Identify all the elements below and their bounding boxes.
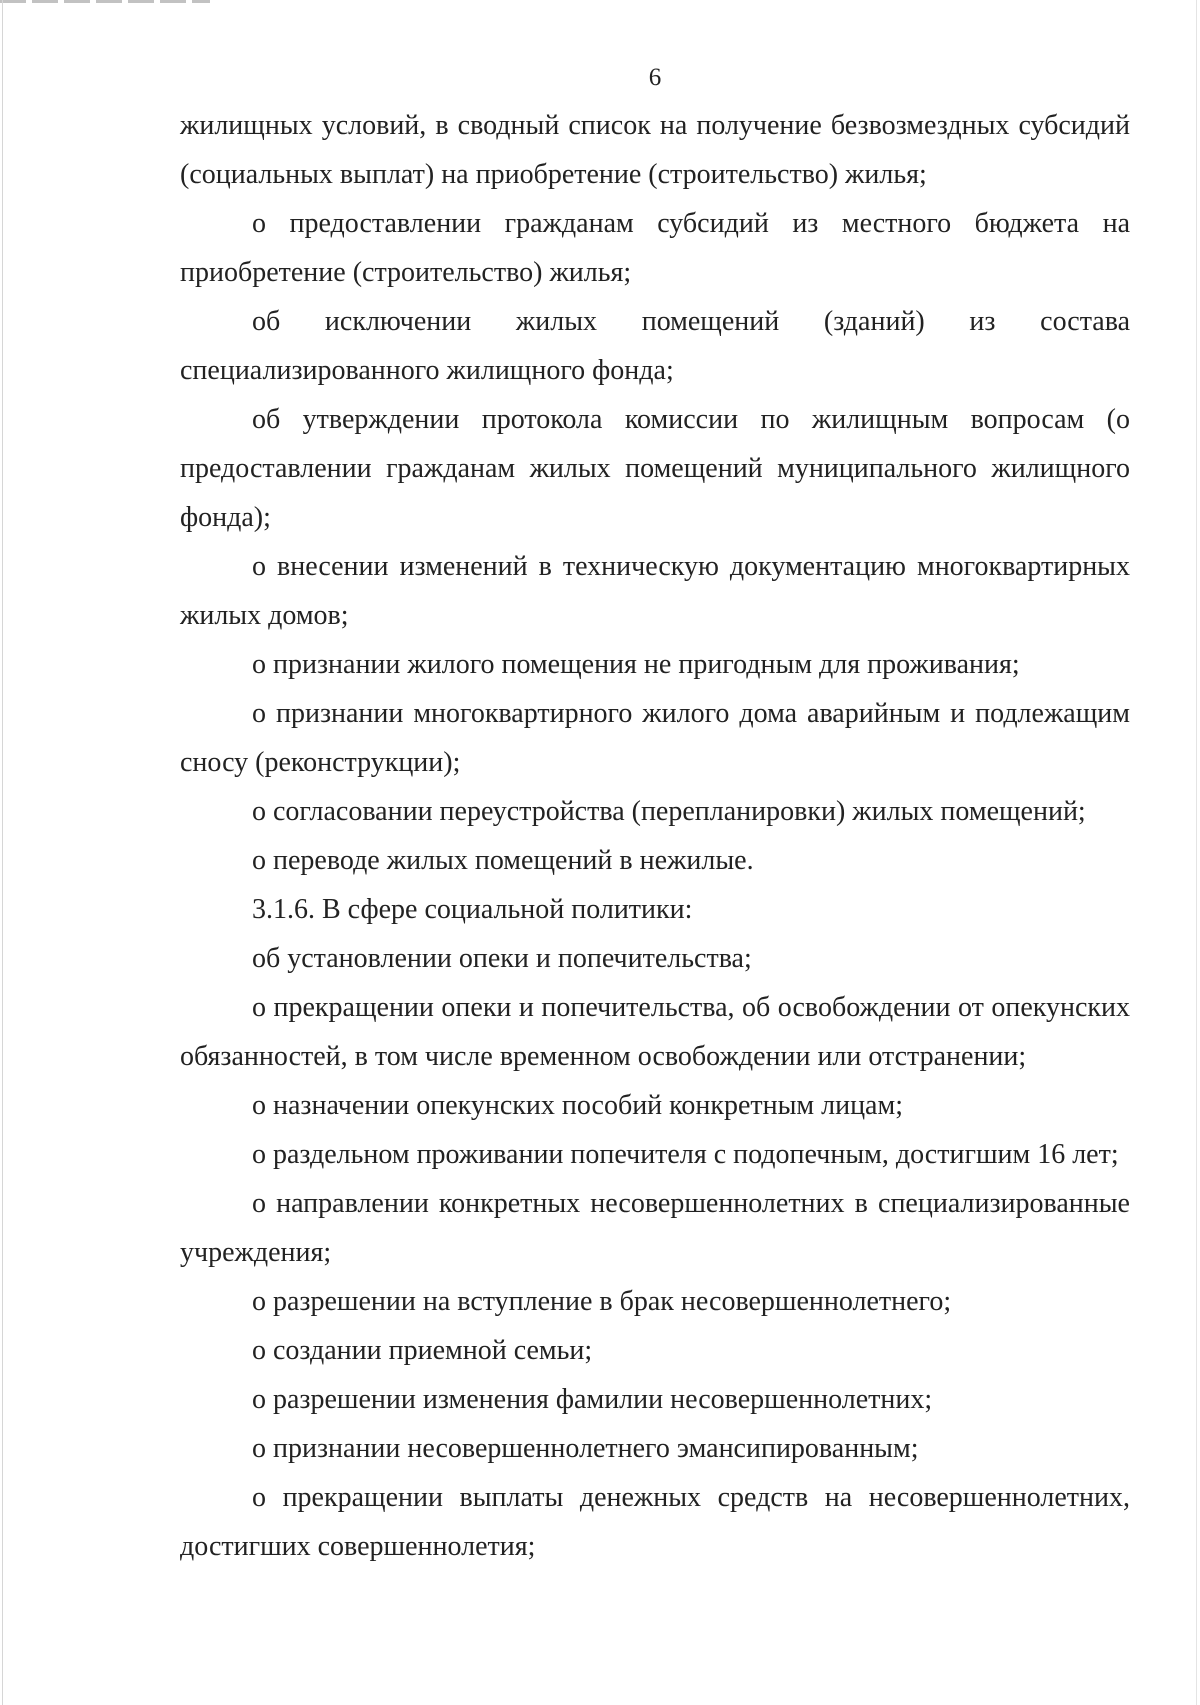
paragraph: об исключении жилых помещений (зданий) из состава специализированного жилищного фонда; xyxy=(180,306,1130,386)
paragraph: о раздельном проживании попечителя с подопечным, достигшим 16 лет; xyxy=(252,1139,1119,1170)
paragraph: о предоставлении гражданам субсидий из местного бюджета на приобретение (строительство) жилья; xyxy=(180,208,1130,288)
paragraph: о согласовании переустройства (перепланировки) жилых помещений; xyxy=(252,796,1086,827)
paragraph: о разрешении на вступление в брак несовершеннолетнего; xyxy=(252,1286,952,1317)
scan-artifact xyxy=(0,0,210,3)
paragraph: о назначении опекунских пособий конкретным лицам; xyxy=(252,1090,903,1121)
paragraph: о внесении изменений в техническую документацию многоквартирных жилых домов; xyxy=(180,551,1130,631)
paragraph: об утверждении протокола комиссии по жилищным вопросам (о предоставлении гражданам жилых помещений муниципального жилищного фонда); xyxy=(180,404,1130,533)
scan-edge-left xyxy=(2,0,3,1705)
paragraph: о признании многоквартирного жилого дома аварийным и подлежащим сносу (реконструкции); xyxy=(180,698,1130,778)
page-number: 6 xyxy=(648,64,662,91)
document-body xyxy=(180,101,1130,1571)
section-heading: 3.1.6. В сфере социальной политики: xyxy=(252,894,693,925)
paragraph: о прекращении выплаты денежных средств на несовершеннолетних, достигших совершеннолетия; xyxy=(180,1482,1130,1562)
paragraph: о создании приемной семьи; xyxy=(252,1335,593,1366)
paragraph: об установлении опеки и попечительства; xyxy=(252,943,752,974)
paragraph: о направлении конкретных несовершеннолетних в специализированные учреждения; xyxy=(180,1188,1130,1268)
paragraph: о признании жилого помещения не пригодным для проживания; xyxy=(252,649,1020,680)
scan-edge-right xyxy=(1196,0,1197,1705)
paragraph: о разрешении изменения фамилии несовершеннолетних; xyxy=(252,1384,933,1415)
paragraph: о переводе жилых помещений в нежилые. xyxy=(252,845,754,876)
paragraph: о признании несовершеннолетнего эмансипированным; xyxy=(252,1433,919,1464)
paragraph: о прекращении опеки и попечительства, об освобождении от опекунских обязанностей, в том числе временном освобождении или отстранении; xyxy=(180,992,1130,1072)
paragraph-continuation: жилищных условий, в сводный список на получение безвозмездных субсидий (социальных выплат) на приобретение (строительство) жилья; xyxy=(180,110,1130,190)
